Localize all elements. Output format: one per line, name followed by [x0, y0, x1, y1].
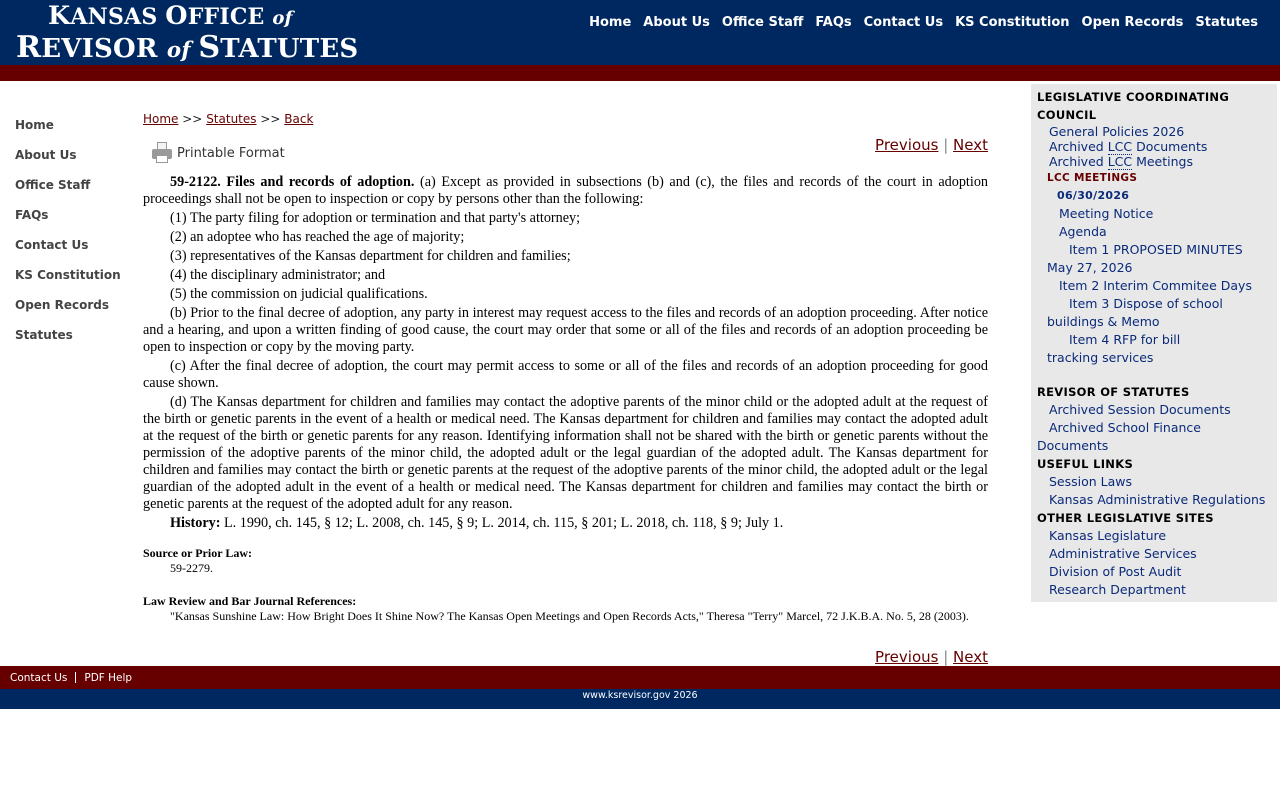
statute-subsection-d: (d) The Kansas department for children and families may contact the adoptive parents of the minor child or the adopted adult at the request of the birth or genetic parents in the event of a health or medical need. The Kansas department for children and families may contact the adopted adult at the request of the birth or genetic parents for any reason. Identifying information shall not be shared with the birth or genetic parents without the permission of the adoptive parents of the minor child, the adopted adult or the legal guardian of the adopted adult. The Kansas department for children and families may contact the birth or genetic parents at the request of the adoptive parents of the minor child, the adopted adult or the legal guardian of the adopted adult in the event of a health or medical need. The Kansas department for children and families may contact the birth or genetic parents at the request of the adopted adult for any reason.	[143, 394, 988, 512]
footer-divider	[75, 672, 76, 683]
archived-lcc-meetings-link[interactable]: Archived LCC Meetings	[1049, 154, 1193, 169]
next-link[interactable]: Next	[953, 136, 988, 154]
left-nav	[15, 118, 130, 358]
topnav-about-us[interactable]: About Us	[643, 15, 710, 30]
footer-contact-us-link[interactable]: Contact Us	[10, 671, 68, 684]
meeting-notice-link[interactable]: Meeting Notice	[1059, 206, 1154, 221]
page-nav-top	[875, 136, 988, 154]
revisor-heading: REVISOR OF STATUTES	[1037, 385, 1190, 399]
right-sidebar	[1031, 84, 1277, 602]
administrative-services-link[interactable]: Administrative Services	[1049, 546, 1197, 561]
item-2-link[interactable]: Item 2 Interim Commitee Days	[1059, 278, 1252, 293]
source-value: 59-2279.	[170, 561, 213, 575]
logo-line-1: KANSAS OFFICE of	[48, 1, 293, 31]
previous-link[interactable]: Previous	[875, 136, 939, 154]
leftnav-about-us[interactable]: About Us	[15, 148, 77, 162]
topnav-ks-constitution[interactable]: KS Constitution	[955, 15, 1070, 30]
leftnav-contact-us[interactable]: Contact Us	[15, 238, 89, 252]
statute-subsection-b: (b) Prior to the final decree of adoption, any party in interest may request access to the files and records of an adoption proceeding. After notice and a hearing, and upon a written finding of good cause, the court may order that some or all of the files and records of an adoption proceeding be open to inspection or copy by the moving party.	[143, 305, 988, 355]
printable-format-link[interactable]	[151, 142, 285, 164]
lcc-meetings-heading: LCC MEETINGS	[1047, 172, 1138, 184]
footer-pdf-help-link[interactable]: PDF Help	[84, 671, 133, 684]
topnav-faqs[interactable]: FAQs	[815, 15, 852, 30]
previous-link[interactable]: Previous	[875, 648, 939, 666]
division-post-audit-link[interactable]: Division of Post Audit	[1049, 564, 1182, 579]
breadcrumb-sep: >>	[178, 112, 207, 126]
general-policies-link[interactable]: General Policies 2026	[1049, 124, 1185, 139]
breadcrumb-home[interactable]: Home	[143, 112, 179, 126]
leftnav-ks-constitution[interactable]: KS Constitution	[15, 268, 121, 282]
item-4-link[interactable]: Item 4 RFP for bill tracking services	[1047, 332, 1181, 365]
statute-intro: 59-2122. Files and records of adoption. (a) Except as provided in subsections (b) and (c), the files and records of the court in adoption proceedings shall not be open to inspection or copy by persons other than the following:	[143, 174, 989, 207]
useful-links-heading: USEFUL LINKS	[1037, 457, 1134, 471]
topnav-statutes[interactable]: Statutes	[1195, 15, 1258, 30]
research-department-link[interactable]: Research Department	[1049, 582, 1186, 597]
lcc-heading: LEGISLATIVE COORDINATING COUNCIL	[1037, 90, 1230, 122]
logo-line-2: REVISOR of STATUTES	[16, 30, 359, 65]
footer-copyright: www.ksrevisor.gov 2026	[0, 689, 1280, 709]
page-nav-bottom	[875, 648, 988, 666]
top-nav	[583, 15, 1264, 30]
leftnav-statutes[interactable]: Statutes	[15, 328, 73, 342]
topnav-contact-us[interactable]: Contact Us	[863, 15, 944, 30]
breadcrumb	[143, 110, 988, 132]
page-nav-sep: |	[938, 648, 954, 666]
archived-session-documents-link[interactable]: Archived Session Documents	[1049, 402, 1231, 417]
statute-item: (4) the disciplinary administrator; and	[170, 267, 386, 283]
breadcrumb-back[interactable]: Back	[284, 112, 314, 126]
leftnav-open-records[interactable]: Open Records	[15, 298, 110, 312]
printer-icon	[151, 142, 173, 164]
meeting-date: 06/30/2026	[1057, 189, 1130, 202]
archived-school-finance-link[interactable]: Archived School Finance Documents	[1037, 420, 1201, 453]
topnav-office-staff[interactable]: Office Staff	[721, 15, 804, 30]
site-logo[interactable]	[16, 0, 359, 65]
tool-row	[143, 132, 988, 178]
leftnav-home[interactable]: Home	[15, 118, 54, 132]
page-nav-sep: |	[938, 136, 954, 154]
leftnav-office-staff[interactable]: Office Staff	[15, 178, 91, 192]
footer-links-bar	[0, 666, 1280, 689]
statute-item: (3) representatives of the Kansas department for children and families;	[170, 248, 571, 264]
statute-subsection-c: (c) After the final decree of adoption, the court may permit access to some or all of the files and records of an adoption proceeding for good cause shown.	[143, 358, 988, 391]
topnav-open-records[interactable]: Open Records	[1081, 15, 1184, 30]
statute-item: (1) The party filing for adoption or termination and that party's attorney;	[170, 210, 581, 226]
statute-title: 59-2122. Files and records of adoption.	[170, 174, 415, 190]
item-3-link[interactable]: Item 3 Dispose of school buildings & Memo	[1047, 296, 1223, 329]
statute-item: (5) the commission on judicial qualifications.	[170, 286, 428, 302]
law-review-value: "Kansas Sunshine Law: How Bright Does It Shine Now? The Kansas Open Meetings and Open Records Acts," Theresa "Terry" Marcel, 72 J.K.B.A. No. 5, 28 (2003).	[170, 609, 969, 623]
statute-item: (2) an adoptee who has reached the age of majority;	[170, 229, 465, 245]
archived-lcc-documents-link[interactable]: Archived LCC Documents	[1049, 139, 1208, 154]
statute-history: History: L. 1990, ch. 145, § 12; L. 2008, ch. 145, § 9; L. 2014, ch. 115, § 201; L. 2018, ch. 118, § 9; July 1.	[170, 515, 784, 531]
law-review-heading: Law Review and Bar Journal References:	[143, 594, 357, 608]
header-red-bar	[0, 65, 1280, 81]
breadcrumb-sep: >>	[256, 112, 285, 126]
item-1-link[interactable]: Item 1 PROPOSED MINUTES May 27, 2026	[1047, 242, 1243, 275]
kansas-admin-regulations-link[interactable]: Kansas Administrative Regulations	[1049, 492, 1266, 507]
printable-format-label: Printable Format	[177, 145, 285, 161]
source-heading: Source or Prior Law:	[143, 546, 252, 560]
other-sites-heading: OTHER LEGISLATIVE SITES	[1037, 511, 1214, 525]
leftnav-faqs[interactable]: FAQs	[15, 208, 49, 222]
kansas-legislature-link[interactable]: Kansas Legislature	[1049, 528, 1167, 543]
session-laws-link[interactable]: Session Laws	[1049, 474, 1133, 489]
main-content	[143, 110, 988, 624]
topnav-home[interactable]: Home	[589, 15, 632, 30]
breadcrumb-statutes[interactable]: Statutes	[206, 112, 257, 126]
site-header	[0, 0, 1280, 65]
agenda-link[interactable]: Agenda	[1059, 224, 1107, 239]
next-link[interactable]: Next	[953, 648, 988, 666]
statute-text	[143, 174, 988, 532]
